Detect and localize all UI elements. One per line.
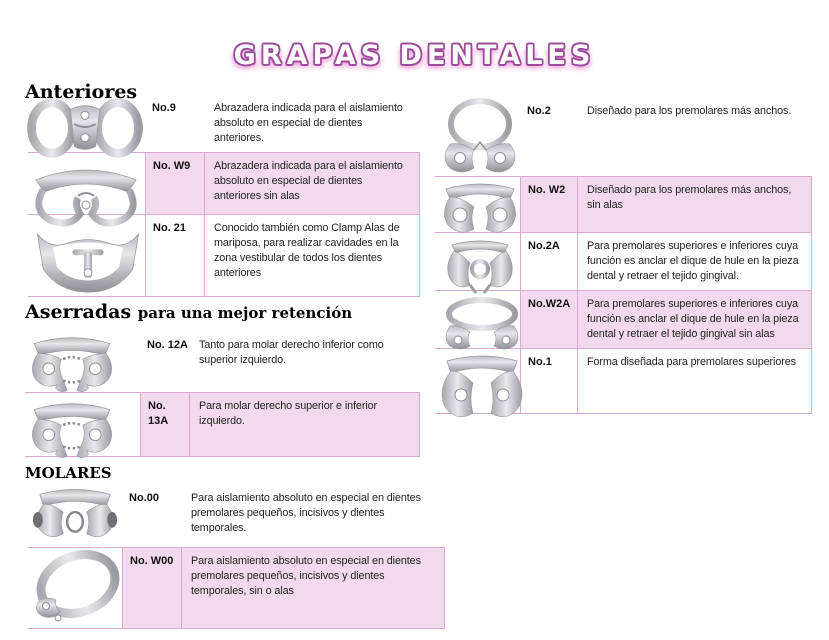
clamp-w9-image	[30, 158, 142, 228]
heading-molares: MOLARES	[25, 464, 112, 482]
row-desc: Abrazadera indicada para el aislamiento absoluto en especial de dientes anteriores.	[214, 102, 403, 145]
row-num: No.2A	[520, 233, 578, 291]
clamp-no2-image	[436, 98, 524, 176]
row-num: No.1	[520, 349, 578, 414]
row-desc: Conocido también como Clamp Alas de mariposa, para realizar cavidades en la zona vestibular de todos los dientes anteriores	[205, 215, 420, 297]
row-num: No.9	[152, 102, 176, 114]
row-num: No. 12A	[147, 339, 188, 351]
clamp-no00-image	[30, 482, 120, 546]
heading-aserradas-rest: para una mejor retención	[137, 304, 353, 322]
heading-aserradas-main: Aserradas	[25, 301, 132, 323]
row-num: No.2	[527, 105, 551, 117]
clamp-w2a-image	[440, 294, 524, 352]
row-desc: Tanto para molar derecho inferior como superior izquierdo.	[199, 339, 384, 367]
row-num: No. 21	[145, 215, 205, 297]
row-desc: Diseñado para los premolares más anchos.	[587, 105, 792, 117]
row-num: No. W2	[520, 176, 578, 233]
row-num: No. W00	[122, 547, 182, 629]
row-desc: Para aislamiento absoluto en especial en dientes premolares pequeños, incisivos y dientes temporales.	[191, 492, 421, 535]
row-num: No. W9	[145, 152, 205, 215]
clamp-no9-image	[26, 92, 144, 162]
clamp-no21-image	[32, 226, 144, 298]
row-desc: Diseñado para los premolares más anchos, sin alas	[578, 176, 812, 233]
page-title: GRAPAS DENTALES	[233, 40, 596, 71]
row-desc: Forma diseñada para premolares superiores	[578, 349, 812, 414]
row-desc: Para aislamiento absoluto en especial en dientes premolares pequeños, incisivos y dientes temporales, sin o alas	[182, 547, 445, 629]
row-desc: Para premolares superiores e inferiores cuya función es anclar el dique de hule en la pieza dental y retraer el tejido gingival sin alas	[578, 291, 812, 349]
clamp-2a-image	[442, 235, 518, 295]
clamp-w2-image	[438, 177, 522, 237]
heading-anteriores: Anteriores	[25, 81, 138, 103]
row-desc: Para molar derecho superior e inferior izquierdo.	[190, 392, 420, 457]
clamp-w00-image	[24, 548, 122, 628]
row-num: No.W2A	[520, 291, 578, 349]
row-desc: Abrazadera indicada para el aislamiento absoluto en especial de dientes anteriores sin alas	[205, 152, 420, 215]
heading-aserradas	[25, 301, 352, 323]
row-num: No. 13A	[140, 392, 190, 457]
clamp-12a-image	[26, 330, 118, 394]
row-desc: Para premolares superiores e inferiores cuya función es anclar el dique de hule en la pieza dental y retraer el tejido gingival.	[578, 233, 812, 291]
clamp-13a-image	[26, 396, 118, 460]
row-num: No.00	[129, 492, 159, 504]
clamp-no1-image	[437, 351, 527, 425]
